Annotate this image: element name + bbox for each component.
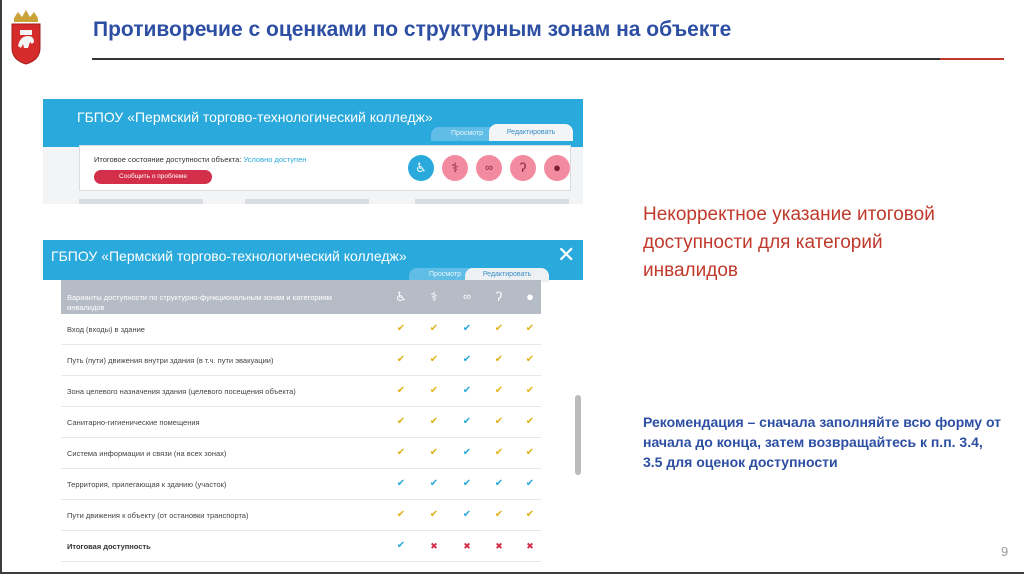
- check-icon: ✔: [396, 323, 406, 334]
- check-icon: ✔: [494, 323, 504, 334]
- check-icon: ✔: [462, 416, 472, 427]
- table-header: [61, 280, 541, 314]
- check-icon: ✔: [494, 354, 504, 365]
- report-problem-button[interactable]: Сообщить о проблеме: [94, 170, 212, 184]
- check-icon: ✔: [429, 509, 439, 520]
- status-value: Условно доступен: [243, 155, 307, 164]
- ear-icon[interactable]: ʔ: [510, 155, 536, 181]
- perm-coat-of-arms-icon: [6, 8, 46, 68]
- check-icon: ✔: [462, 447, 472, 458]
- table-row: [61, 500, 541, 531]
- row-label: Вход (входы) в здание: [67, 325, 145, 334]
- glasses-icon[interactable]: ∞: [476, 155, 502, 181]
- slide-title: Противоречие с оценками по структурным зонам на объекте: [93, 18, 732, 41]
- check-icon: ✔: [429, 354, 439, 365]
- status-line: [94, 155, 306, 164]
- cross-icon: ✖: [526, 541, 534, 551]
- check-icon: ✔: [396, 478, 406, 489]
- card-strip: [245, 199, 369, 204]
- check-icon: ✔: [494, 416, 504, 427]
- check-icon: ✔: [525, 447, 535, 458]
- check-icon: ✔: [462, 509, 472, 520]
- scrollbar[interactable]: [575, 395, 581, 475]
- title-divider-accent: [940, 58, 1004, 60]
- table-row: [61, 438, 541, 469]
- object-card-title: ГБПОУ «Пермский торгово-технологический колледж»: [77, 109, 433, 125]
- table-row-total: [61, 531, 541, 562]
- wheelchair-icon[interactable]: ♿: [408, 155, 434, 181]
- check-icon: ✔: [462, 323, 472, 334]
- table-row: [61, 407, 541, 438]
- table-row: [61, 314, 541, 345]
- row-label: Зона целевого назначения здания (целевого посещения объекта): [67, 387, 296, 396]
- crutch-icon[interactable]: ⚕: [442, 155, 468, 181]
- accessibility-table: [61, 280, 541, 568]
- object-status-card: [79, 145, 571, 191]
- check-icon: ✔: [396, 385, 406, 396]
- check-icon: ✔: [462, 354, 472, 365]
- glasses-icon: ∞: [463, 291, 471, 303]
- tab-view[interactable]: Просмотр: [431, 127, 503, 141]
- head-icon[interactable]: ●: [544, 155, 570, 181]
- check-icon: ✔: [429, 323, 439, 334]
- table-row: [61, 345, 541, 376]
- screenshot-accessibility-table: [43, 240, 583, 568]
- check-icon: ✔: [525, 509, 535, 520]
- cross-icon: ✖: [495, 541, 503, 551]
- card-strip: [415, 199, 569, 204]
- check-icon: ✔: [429, 447, 439, 458]
- slide-frame-left: [0, 0, 2, 574]
- table-row: [61, 376, 541, 407]
- tab-view[interactable]: Просмотр: [409, 268, 481, 282]
- page-number: 9: [1001, 544, 1009, 559]
- check-icon: ✔: [462, 385, 472, 396]
- check-icon: ✔: [429, 478, 439, 489]
- check-icon: ✔: [396, 447, 406, 458]
- check-icon: ✔: [429, 385, 439, 396]
- check-icon: ✔: [429, 416, 439, 427]
- check-icon: ✔: [525, 385, 535, 396]
- card-strip: [79, 199, 203, 204]
- row-label: Санитарно-гигиенические помещения: [67, 418, 200, 427]
- close-icon[interactable]: ✕: [557, 242, 576, 267]
- row-label: Территория, прилегающая к зданию (участок): [67, 480, 227, 489]
- check-icon: ✔: [525, 416, 535, 427]
- check-icon: ✔: [525, 478, 535, 489]
- screenshot-object-card: [43, 99, 583, 204]
- row-label: Пути движения к объекту (от остановки транспорта): [67, 511, 249, 520]
- check-icon: ✔: [494, 509, 504, 520]
- row-label: Система информации и связи (на всех зонах): [67, 449, 227, 458]
- table-modal-title: ГБПОУ «Пермский торгово-технологический колледж»: [51, 248, 407, 264]
- crutch-icon: ⚕: [430, 289, 438, 304]
- check-icon: ✔: [494, 478, 504, 489]
- head-icon: ●: [526, 289, 534, 304]
- recommendation-note: Рекомендация – сначала заполняйте всю форму от начала до конца, затем возвращайтесь к п.п. 3.4, 3.5 для оценок доступности: [643, 414, 1002, 470]
- title-divider: [92, 58, 1004, 60]
- check-icon: ✔: [396, 354, 406, 365]
- table-row: [61, 469, 541, 500]
- row-label: Путь (пути) движения внутри здания (в т.ч. пути эвакуации): [67, 356, 274, 365]
- check-icon: ✔: [525, 323, 535, 334]
- status-label: Итоговое состояние доступности объекта:: [94, 155, 242, 164]
- check-icon: ✔: [396, 509, 406, 520]
- tab-edit[interactable]: Редактировать: [489, 124, 573, 141]
- check-icon: ✔: [396, 540, 406, 551]
- wheelchair-icon: ♿: [395, 289, 407, 304]
- check-icon: ✔: [462, 478, 472, 489]
- tab-edit[interactable]: Редактировать: [465, 268, 549, 282]
- cross-icon: ✖: [463, 541, 471, 551]
- table-header-label: Варианты доступности по структурно-функциональным зонам и категориям инвалидов: [67, 293, 332, 312]
- check-icon: ✔: [396, 416, 406, 427]
- check-icon: ✔: [494, 385, 504, 396]
- incorrect-availability-note: Некорректное указание итоговой доступности для категорий инвалидов: [643, 204, 935, 281]
- row-label: Итоговая доступность: [67, 542, 151, 551]
- check-icon: ✔: [494, 447, 504, 458]
- ear-icon: ʔ: [495, 289, 503, 304]
- check-icon: ✔: [525, 354, 535, 365]
- cross-icon: ✖: [430, 541, 438, 551]
